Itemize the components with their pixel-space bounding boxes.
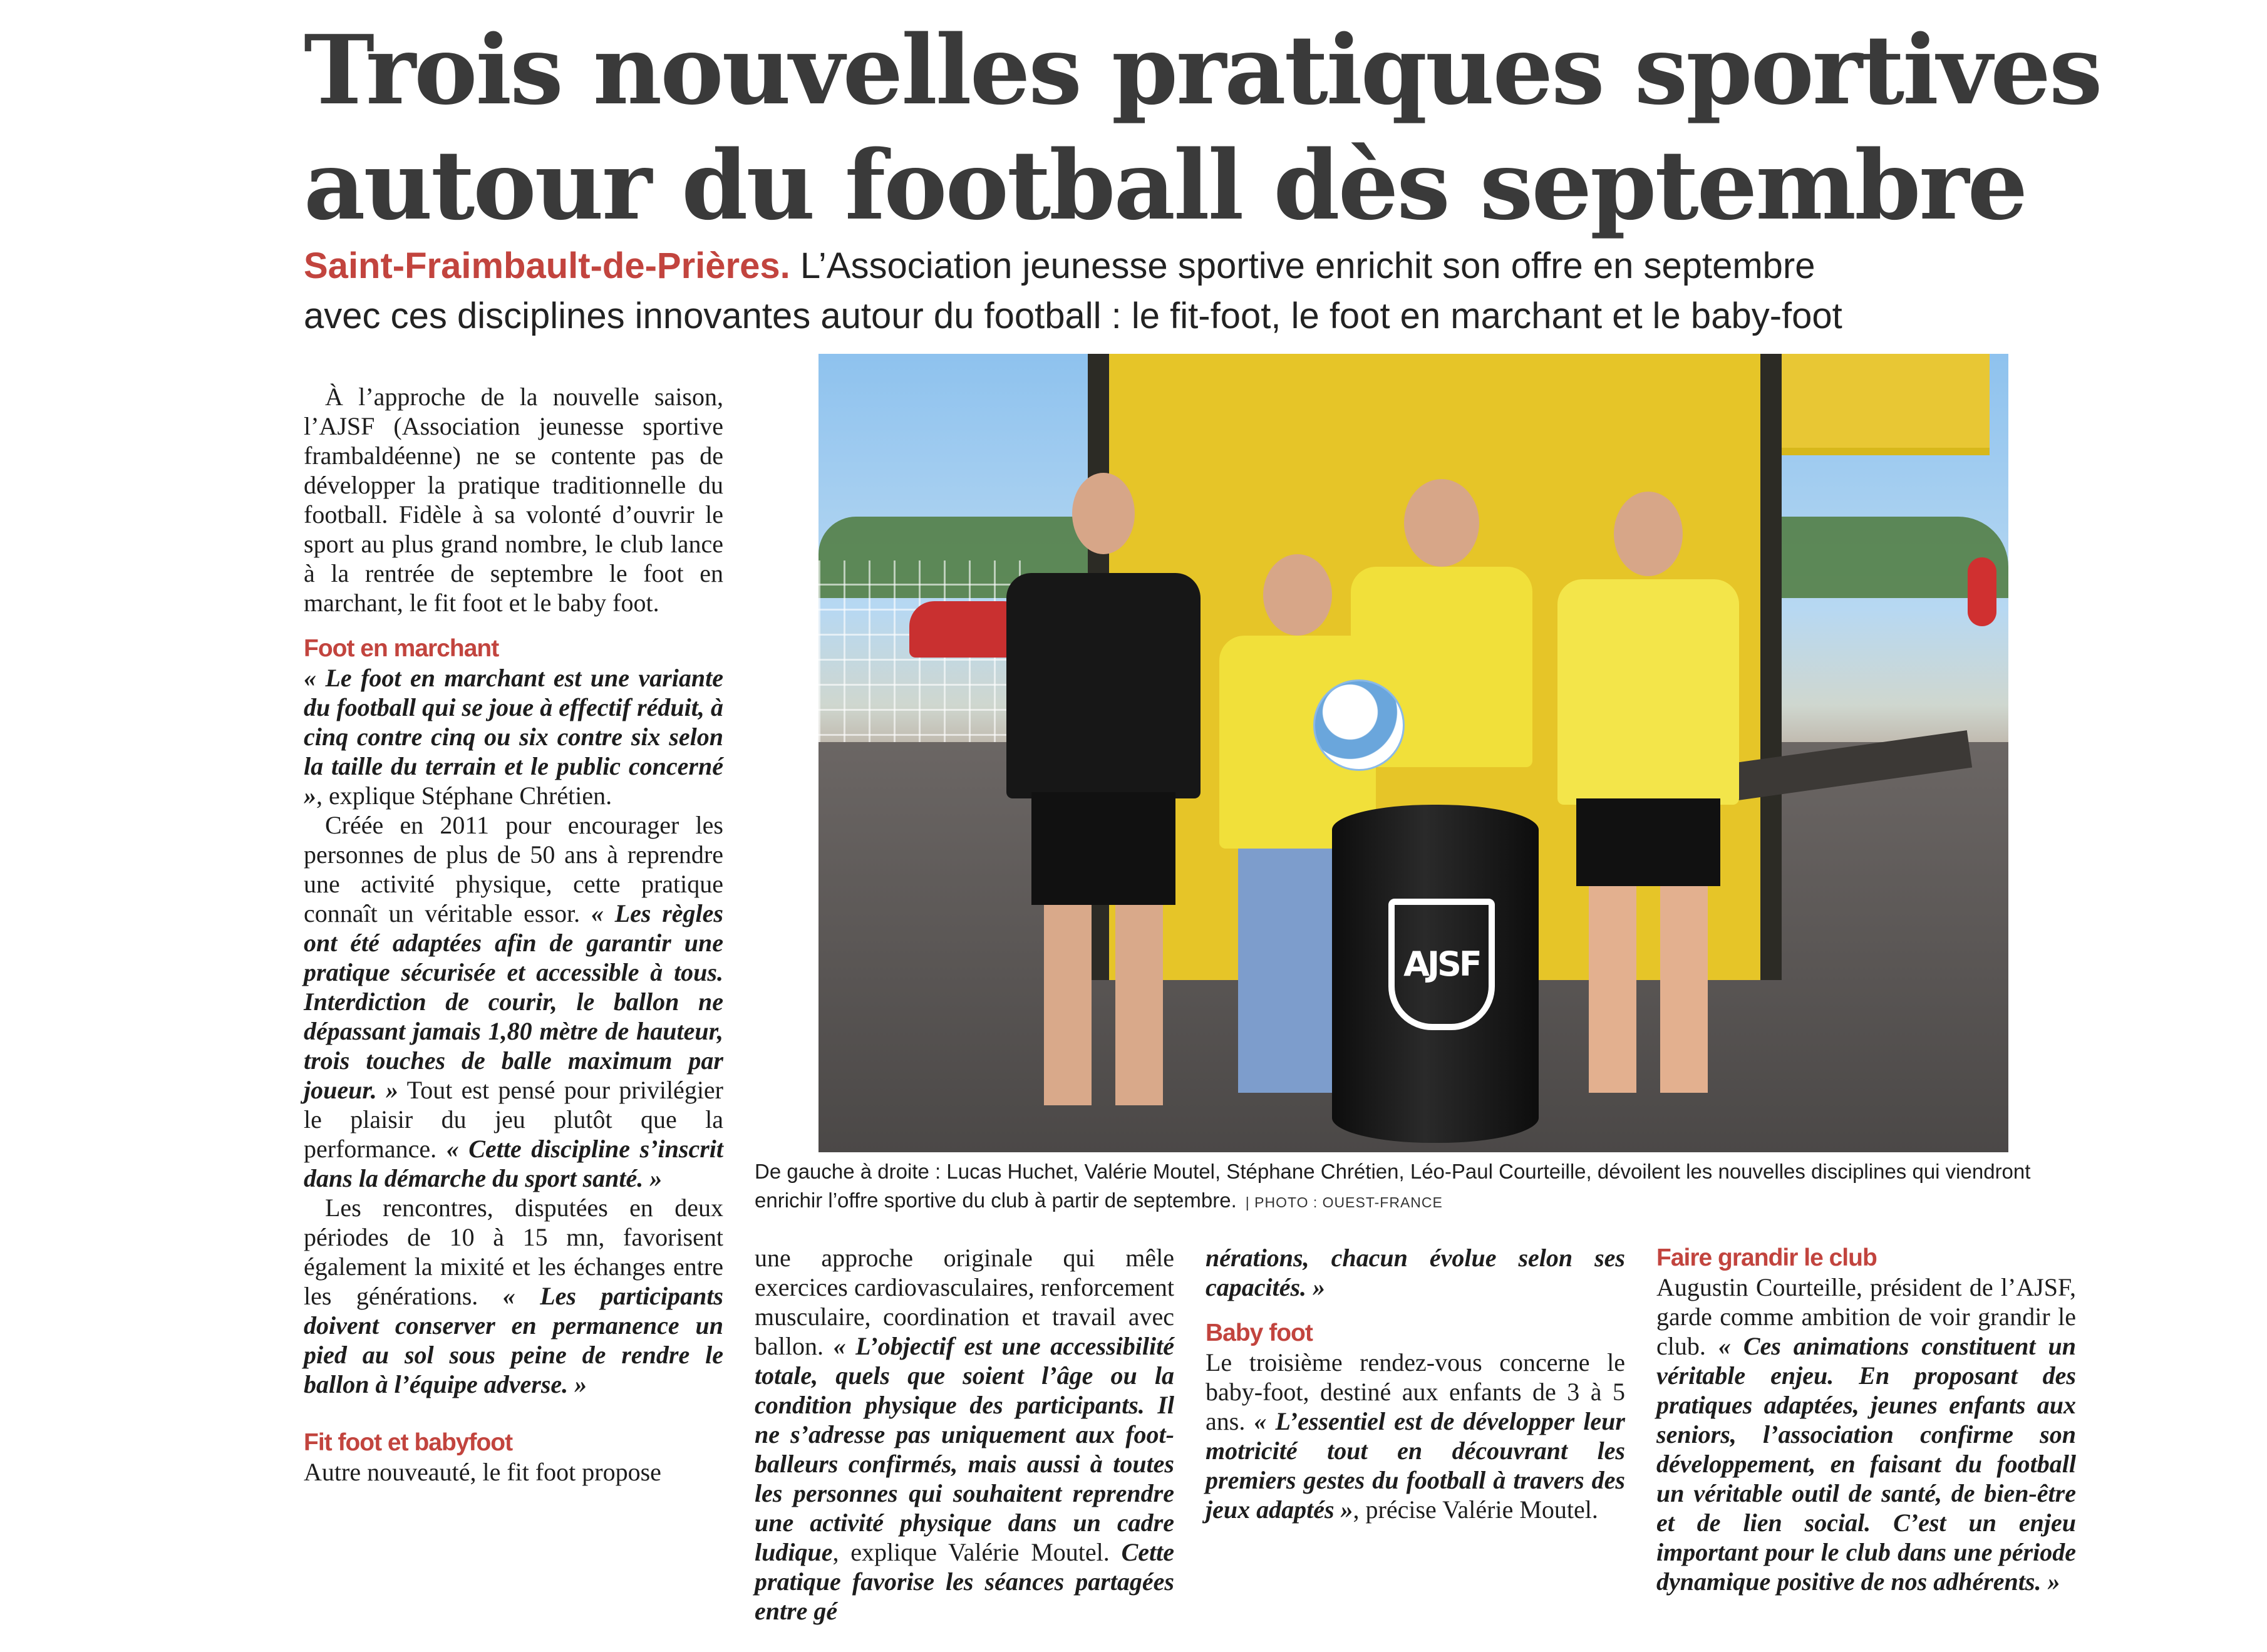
shorts — [1576, 798, 1720, 886]
section1-paragraph-3 — [304, 1193, 723, 1399]
quote: « L’essentiel est de développer leur motricité tout en découvrant les premiers gestes du football à travers des jeux adaptés » — [1206, 1407, 1625, 1524]
standfirst — [304, 241, 2107, 341]
section3-paragraph — [1206, 1348, 1625, 1524]
article-photo — [818, 354, 2008, 1152]
text: Augustin Courteille, président de l’AJSF, garde comme ambition de voir grandir le club. — [1656, 1273, 2076, 1360]
text: Créée en 2011 pour encourager les personnes de plus de 50 ans à reprendre une activité physique, cette pratique connaît un véritable essor. — [304, 811, 723, 927]
text: , explique Valérie Moutel. — [832, 1538, 1122, 1566]
section-heading-faire-grandir: Faire grandir le club — [1656, 1244, 1877, 1271]
standfirst-text-2: avec ces disciplines innovantes autour du football : le fit-foot, le foot en marchant et le baby-foot — [304, 296, 1842, 336]
headline-line-1: Trois nouvelles pratiques sportives — [304, 14, 2101, 126]
standfirst-text-1: L’Association jeunesse sportive enrichit son offre en septembre — [790, 245, 1815, 286]
quote: « Le foot en marchant est une variante du football qui se joue à effectif réduit, à cinq contre cinq ou six contre six selon la taille du terrain et le public concerné » — [304, 664, 723, 810]
intro-paragraph: À l’approche de la nouvelle saison, l’AJSF (Association jeunesse sportive frambaldéenne) ne se contente pas de développer la pratique traditionnelle du football. Fidèle à sa volonté d’ouvrir le sport au plus grand nombre, le club lance à la rentrée de septembre le foot en marchant, le fit foot et le baby foot. — [304, 383, 723, 617]
legs — [1589, 886, 1708, 1093]
quote: « Les règles ont été adaptées afin de garantir une pratique sécurisée et accessible à tous. Interdiction de courir, le ballon ne dépassant jamais 1,80 mètre de hauteur, trois touches de balle maximum par joueur. » — [304, 899, 723, 1104]
caption-text: De gauche à droite : Lucas Huchet, Valérie Moutel, Stéphane Chrétien, Léo-Paul Courteille, dévoilent les nouvelles disciplines qui viendront enrichir l’offre sportive du club à partir de septembre. — [755, 1160, 2031, 1212]
section2-paragraph — [755, 1243, 1174, 1626]
head — [1072, 473, 1135, 554]
person-leo-paul-courteille — [1557, 492, 1739, 1118]
legs — [1044, 905, 1163, 1105]
quote: nérations, chacun évolue selon ses capacités. » — [1206, 1244, 1625, 1301]
football-icon — [1313, 679, 1405, 771]
yellow-jersey — [1557, 579, 1739, 805]
section-heading-fit-foot: Fit foot et babyfoot — [304, 1429, 513, 1456]
text: une approche originale qui mêle exercices cardiovasculaires, renforcement musculaire, coordination et travail avec ballon. — [755, 1244, 1174, 1360]
section-heading-foot-en-marchant: Foot en marchant — [304, 635, 499, 662]
text: Tout est pensé pour privilégier le plaisir du jeu plutôt que la performance. — [304, 1076, 724, 1163]
article-column-4 — [1656, 1243, 2076, 1596]
section2-paragraph-end — [1206, 1243, 1625, 1302]
section1-paragraph-1 — [304, 663, 723, 810]
quote: « Les participants doivent conserver en permanence un pied au sol sous peine de rendre le ballon à l’équipe adverse. » — [304, 1282, 723, 1398]
text: , précise Valérie Moutel. — [1353, 1495, 1598, 1524]
section1-paragraph-2 — [304, 810, 723, 1193]
article-column-2 — [755, 1243, 1174, 1626]
road-sign-icon — [1968, 557, 1996, 626]
text: Les rencontres, disputées en deux périodes de 10 à 15 mn, favorisent également la mixité et les échanges entre les générations. — [304, 1194, 723, 1310]
quote: « L’objectif est une accessibilité totale, quels que soient l’âge ou la condition physique des participants. Il ne s’adresse pas uniquement aux footballeurs confirmés, mais aussi à toutes les personnes qui souhaitent reprendre une activité physique dans un cadre ludique — [755, 1332, 1174, 1566]
article-column-3 — [1206, 1243, 1625, 1524]
photo-credit: | PHOTO : OUEST-FRANCE — [1245, 1194, 1443, 1211]
head — [1614, 492, 1683, 576]
shorts — [1031, 792, 1175, 905]
person-lucas-huchet — [1006, 473, 1201, 1124]
head — [1404, 479, 1479, 567]
black-jersey — [1006, 573, 1201, 798]
headline-line-2: autour du football dès septembre — [304, 129, 2027, 241]
section-heading-baby-foot: Baby foot — [1206, 1319, 1313, 1346]
standfirst-place: Saint-Fraimbault-de-Prières. — [304, 245, 790, 286]
quote: « Cette discipline s’inscrit dans la démarche du sport santé. » — [304, 1135, 724, 1192]
barrel — [1332, 805, 1539, 1143]
article-column-1 — [304, 382, 723, 1487]
standfirst-line-1 — [304, 241, 2107, 291]
quote: « Ces animations constituent un véritable enjeu. En proposant des pratiques adaptées, jeunes enfants aux seniors, l’association confirme son développement, en faisant du football un véritable outil de santé, de bien-être et de lien social. C’est un enjeu important pour le club dans une période dynamique positive de nos adhérents. » — [1656, 1332, 2076, 1596]
quote: Cette pratique favorise les séances partagées entre gé — [755, 1538, 1174, 1625]
photo-caption — [755, 1157, 2082, 1217]
head — [1263, 554, 1332, 636]
text: , explique Stéphane Chrétien. — [316, 782, 612, 810]
section4-paragraph — [1656, 1273, 2076, 1596]
ajsf-logo: AJSF — [1388, 899, 1495, 1030]
section2-paragraph-start: Autre nouveauté, le fit foot propose — [304, 1458, 661, 1486]
text: Le troisième rendez-vous concerne le baby-foot, destiné aux enfants de 3 à 5 ans. — [1206, 1348, 1625, 1435]
headline — [304, 13, 2195, 243]
